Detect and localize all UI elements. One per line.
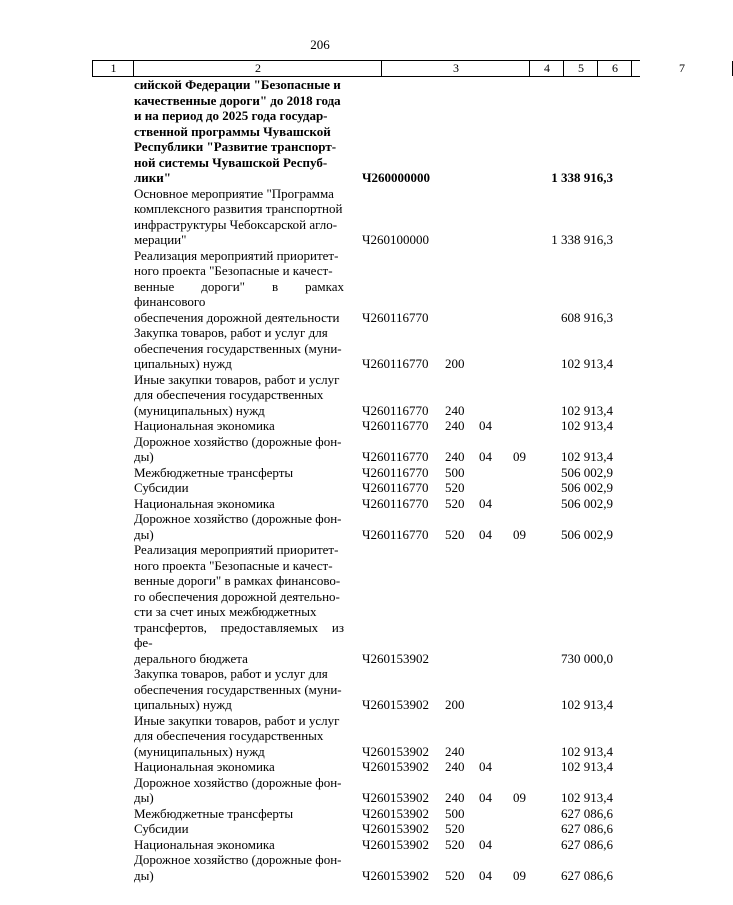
row-target-code: Ч260116770: [362, 449, 429, 464]
table-row: [0, 713, 640, 760]
row-amount: 102 913,4: [561, 402, 613, 418]
row-description: Национальная экономика: [134, 495, 275, 511]
table-row: [0, 759, 640, 775]
table-row: [0, 511, 640, 542]
row-description: Дорожное хозяйство (дорожные фон- ды): [134, 433, 342, 464]
row-target-code: Ч260116770: [362, 526, 429, 542]
row-expense-type: 240: [445, 743, 465, 759]
row-amount: 627 086,6: [561, 821, 613, 836]
row-description: Реализация мероприятий приоритет- ного проекта "Безопасные и качест- венные дороги" в рамках финансово- го обеспечения дорожной деятельно- сти за счет иных межбюджетных трансфертов, предоставляемых из фе- дерального бюджета: [134, 542, 344, 666]
table-row: [0, 806, 640, 822]
table-row: [0, 77, 640, 186]
row-description: Закупка товаров, работ и услуг для обеспечения государственных (муни- ципальных) нужд: [134, 666, 342, 712]
row-target-code: Ч260116770: [362, 495, 429, 511]
table-row: [0, 434, 640, 465]
row-target-code: Ч260153902: [362, 821, 429, 836]
row-expense-type: 200: [445, 697, 465, 712]
row-amount: 102 913,4: [561, 743, 613, 759]
table-row: [0, 542, 640, 666]
row-expense-type: 240: [445, 449, 465, 464]
table-row: [0, 852, 640, 883]
table-row: [0, 496, 640, 512]
row-subsection: 09: [513, 449, 526, 464]
row-subsection: 09: [513, 526, 526, 542]
table-row: [0, 775, 640, 806]
row-amount: 102 913,4: [561, 790, 613, 805]
row-section: 04: [479, 759, 492, 774]
row-description: Субсидии: [134, 821, 189, 836]
row-expense-type: 240: [445, 790, 465, 805]
row-description: Дорожное хозяйство (дорожные фон- ды): [134, 852, 342, 883]
header-col-6: 6: [597, 61, 632, 76]
row-target-code: Ч260116770: [362, 480, 429, 495]
row-amount: 730 000,0: [561, 650, 613, 666]
table-row: [0, 325, 640, 372]
row-description: Национальная экономика: [134, 836, 275, 852]
row-section: 04: [479, 790, 492, 805]
header-col-1: 1: [92, 61, 134, 76]
table-row: [0, 480, 640, 496]
header-col-4: 4: [529, 61, 564, 76]
table-row: [0, 666, 640, 713]
row-subsection: 09: [513, 867, 526, 883]
row-description: Межбюджетные трансферты: [134, 805, 294, 821]
row-expense-type: 240: [445, 402, 465, 418]
row-target-code: Ч260153902: [362, 790, 429, 805]
row-section: 04: [479, 836, 492, 852]
row-target-code: Ч260153902: [362, 867, 429, 883]
row-description: Дорожное хозяйство (дорожные фон- ды): [134, 511, 342, 542]
row-description: Дорожное хозяйство (дорожные фон- ды): [134, 774, 342, 805]
row-amount: 506 002,9: [561, 464, 613, 480]
row-expense-type: 520: [445, 821, 465, 836]
row-target-code: Ч260116770: [362, 356, 429, 371]
row-target-code: Ч260153902: [362, 759, 429, 774]
row-amount: 506 002,9: [561, 495, 613, 511]
row-amount: 102 913,4: [561, 356, 613, 371]
row-target-code: Ч260116770: [362, 418, 429, 433]
row-target-code: Ч260100000: [362, 232, 429, 247]
row-target-code: Ч260153902: [362, 650, 429, 666]
row-amount: 102 913,4: [561, 697, 613, 712]
row-amount: 627 086,6: [561, 805, 613, 821]
row-amount: 506 002,9: [561, 526, 613, 542]
header-col-3: 3: [381, 61, 530, 76]
row-subsection: 09: [513, 790, 526, 805]
table-row: [0, 248, 640, 326]
row-section: 04: [479, 867, 492, 883]
row-amount: 102 913,4: [561, 418, 613, 433]
table-row: [0, 186, 640, 248]
row-target-code: Ч260153902: [362, 805, 429, 821]
row-description: Национальная экономика: [134, 418, 275, 433]
row-expense-type: 240: [445, 418, 465, 433]
row-description: Иные закупки товаров, работ и услуг для обеспечения государственных (муниципальных) нужд: [134, 371, 340, 418]
table-row: [0, 821, 640, 837]
row-expense-type: 520: [445, 867, 465, 883]
row-description: Закупка товаров, работ и услуг для обеспечения государственных (муни- ципальных) нужд: [134, 325, 342, 371]
row-amount: 506 002,9: [561, 480, 613, 495]
row-expense-type: 520: [445, 836, 465, 852]
table-row: [0, 837, 640, 853]
budget-table-body: [0, 77, 640, 883]
table-row: [0, 372, 640, 419]
row-description: Реализация мероприятий приоритет- ного проекта "Безопасные и качест- венные дороги" в рамках финансового обеспечения дорожной деятельности: [134, 247, 344, 325]
table-row: [0, 465, 640, 481]
row-amount: 627 086,6: [561, 867, 613, 883]
row-description: Иные закупки товаров, работ и услуг для обеспечения государственных (муниципальных) нужд: [134, 712, 340, 759]
row-expense-type: 200: [445, 356, 465, 371]
row-description: Субсидии: [134, 480, 189, 495]
row-expense-type: 500: [445, 805, 465, 821]
row-section: 04: [479, 495, 492, 511]
row-amount: 608 916,3: [561, 309, 613, 325]
page-number: 206: [310, 37, 330, 52]
row-target-code: Ч260000000: [362, 170, 431, 185]
row-amount: 627 086,6: [561, 836, 613, 852]
row-description: Национальная экономика: [134, 759, 275, 774]
row-description: Межбюджетные трансферты: [134, 464, 294, 480]
row-expense-type: 520: [445, 480, 465, 495]
row-amount: 102 913,4: [561, 449, 613, 464]
header-col-7: 7: [631, 61, 733, 76]
row-section: 04: [479, 449, 492, 464]
header-col-2: 2: [133, 61, 382, 76]
row-section: 04: [479, 418, 492, 433]
row-amount: 1 338 916,3: [551, 232, 613, 247]
row-expense-type: 520: [445, 526, 465, 542]
row-target-code: Ч260153902: [362, 836, 429, 852]
row-amount: 102 913,4: [561, 759, 613, 774]
row-description: сийской Федерации "Безопасные и качественные дороги" до 2018 года и на период до 2025 года государ- ственной программы Чувашской Республики "Развитие транспорт- ной системы Чувашской Респуб- лики": [134, 77, 341, 185]
row-target-code: Ч260153902: [362, 697, 429, 712]
row-description: Основное мероприятие "Программа комплексного развития транспортной инфраструктуры Чебоксарской агло- мерации": [134, 185, 343, 247]
row-expense-type: 500: [445, 464, 465, 480]
row-section: 04: [479, 526, 492, 542]
row-expense-type: 240: [445, 759, 465, 774]
row-amount: 1 338 916,3: [551, 170, 613, 185]
header-col-5: 5: [563, 61, 598, 76]
row-target-code: Ч260116770: [362, 464, 429, 480]
row-expense-type: 520: [445, 495, 465, 511]
row-target-code: Ч260116770: [362, 402, 429, 418]
row-target-code: Ч260116770: [362, 309, 429, 325]
table-row: [0, 418, 640, 434]
row-target-code: Ч260153902: [362, 743, 429, 759]
table-header-row: [92, 60, 685, 77]
